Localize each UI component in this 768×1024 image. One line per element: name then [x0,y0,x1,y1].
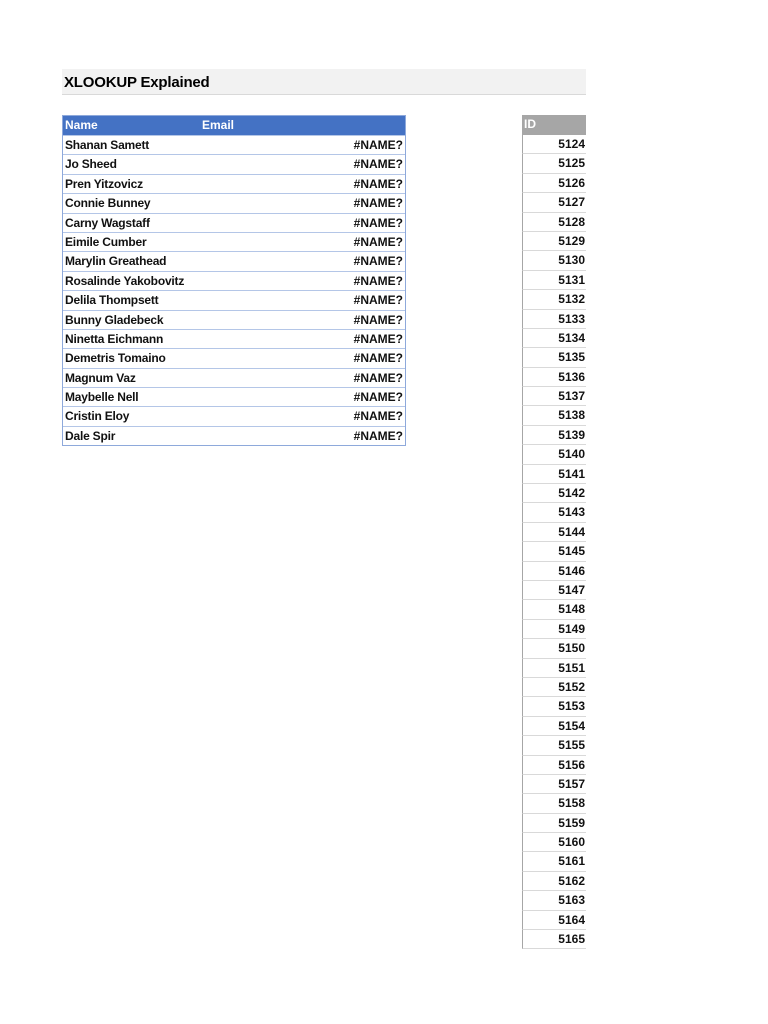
id-value: 5133 [558,311,585,326]
name-email-table [62,115,406,446]
email-cell[interactable]: #NAME? [353,157,403,172]
id-value: 5136 [558,369,585,384]
id-value: 5147 [558,582,585,597]
id-value: 5127 [558,195,585,210]
id-value: 5131 [558,272,585,287]
id-cell[interactable] [522,794,586,813]
id-value: 5145 [558,544,585,559]
table-row [63,271,405,290]
id-cell[interactable] [522,271,586,290]
id-cell[interactable] [522,542,586,561]
id-value: 5128 [558,214,585,229]
sheet-title: XLOOKUP Explained [64,74,210,91]
id-cell[interactable] [522,891,586,910]
id-value: 5124 [558,137,585,151]
id-value: 5156 [558,757,585,772]
id-value: 5148 [558,602,585,617]
id-value: 5143 [558,505,585,520]
name-cell[interactable]: Jo Sheed [65,157,117,172]
id-cell[interactable] [522,213,586,232]
id-value: 5140 [558,447,585,462]
id-value: 5150 [558,641,585,656]
id-cell[interactable] [522,639,586,658]
name-cell[interactable]: Rosalinde Yakobovitz [65,273,185,288]
name-cell[interactable]: Eimile Cumber [65,234,147,249]
id-cell[interactable] [522,736,586,755]
name-cell[interactable]: Cristin Eloy [65,409,130,424]
id-cell[interactable] [522,581,586,600]
table-row [63,232,405,251]
id-value: 5135 [558,350,585,365]
email-cell[interactable]: #NAME? [353,234,403,249]
id-cell[interactable] [522,717,586,736]
table-row [63,154,405,173]
id-cell[interactable] [522,697,586,716]
id-value: 5158 [558,796,585,811]
id-value: 5161 [558,854,585,869]
email-cell[interactable]: #NAME? [353,409,403,424]
id-value: 5134 [558,330,585,345]
id-cell[interactable] [522,620,586,639]
id-value: 5146 [558,563,585,578]
name-cell[interactable]: Delila Thompsett [65,293,159,308]
id-cell[interactable] [522,368,586,387]
id-value: 5141 [558,466,585,481]
id-cell[interactable] [522,678,586,697]
id-cell[interactable] [522,756,586,775]
id-cell[interactable] [522,232,586,251]
table-row [63,174,405,193]
id-value: 5126 [558,175,585,190]
id-cell[interactable] [522,911,586,930]
id-header-label: ID [524,117,536,131]
id-cell[interactable] [522,348,586,367]
id-value: 5137 [558,389,585,404]
id-value: 5129 [558,233,585,248]
id-cell[interactable] [522,406,586,425]
email-cell[interactable]: #NAME? [353,390,403,405]
name-cell[interactable]: Magnum Vaz [65,370,136,385]
table-row [63,329,405,348]
id-cell[interactable] [522,465,586,484]
name-cell[interactable]: Bunny Gladebeck [65,312,164,327]
id-value: 5159 [558,815,585,830]
email-cell[interactable]: #NAME? [353,138,403,152]
table-row [63,213,405,232]
id-cell[interactable] [522,600,586,619]
name-cell[interactable]: Shanan Samett [65,138,150,152]
id-cell[interactable] [522,503,586,522]
name-cell[interactable]: Ninetta Eichmann [65,331,164,346]
id-value: 5130 [558,253,585,268]
email-cell[interactable]: #NAME? [353,331,403,346]
name-cell[interactable]: Maybelle Nell [65,390,139,405]
name-cell[interactable]: Connie Bunney [65,196,151,211]
table-row [63,426,405,445]
id-cell[interactable] [522,814,586,833]
id-value: 5163 [558,893,585,908]
id-value: 5144 [558,524,585,539]
header-email[interactable]: Email [202,118,235,132]
id-value: 5139 [558,427,585,442]
table-row [63,368,405,387]
id-value: 5132 [558,292,585,307]
id-cell[interactable] [522,852,586,871]
name-cell[interactable]: Marylin Greathead [65,254,167,269]
email-cell[interactable]: #NAME? [353,312,403,327]
id-cell[interactable] [522,426,586,445]
id-value: 5162 [558,873,585,888]
id-cell[interactable] [522,872,586,891]
table-row [63,406,405,425]
id-column-body [522,135,586,949]
id-cell[interactable] [522,174,586,193]
sheet-title-bar [62,69,586,95]
name-cell[interactable]: Carny Wagstaff [65,215,150,230]
id-value: 5149 [558,621,585,636]
table-row [63,251,405,270]
name-cell[interactable]: Pren Yitzovicz [65,176,143,191]
name-cell[interactable]: Demetris Tomaino [65,351,166,366]
id-value: 5160 [558,835,585,850]
email-cell[interactable]: #NAME? [353,273,403,288]
id-value: 5165 [558,932,585,947]
id-cell[interactable] [522,310,586,329]
id-value: 5151 [558,660,585,675]
email-cell[interactable]: #NAME? [353,293,403,308]
name-cell[interactable]: Dale Spir [65,428,116,443]
id-value: 5152 [558,679,585,694]
id-value: 5153 [558,699,585,714]
id-header[interactable] [522,115,586,135]
id-cell[interactable] [522,523,586,542]
email-cell[interactable]: #NAME? [353,196,403,211]
id-cell[interactable] [522,930,586,949]
table-row [63,348,405,367]
id-cell[interactable] [522,290,586,309]
email-cell[interactable]: #NAME? [353,370,403,385]
id-value: 5142 [558,486,585,501]
table-row [63,193,405,212]
id-cell[interactable] [522,251,586,270]
id-cell[interactable] [522,387,586,406]
id-cell[interactable] [522,135,586,154]
id-cell[interactable] [522,484,586,503]
table-row [63,135,405,154]
id-cell[interactable] [522,154,586,173]
table-body [63,135,405,445]
table-header-row [63,116,405,135]
id-cell[interactable] [522,833,586,852]
id-cell[interactable] [522,562,586,581]
id-value: 5157 [558,776,585,791]
header-name[interactable]: Name [65,118,98,132]
table-row [63,290,405,309]
id-cell[interactable] [522,775,586,794]
email-cell[interactable]: #NAME? [353,351,403,366]
id-value: 5154 [558,718,585,733]
id-value: 5138 [558,408,585,423]
id-value: 5125 [558,156,585,171]
id-value: 5164 [558,912,585,927]
id-cell[interactable] [522,445,586,464]
table-row [63,310,405,329]
email-cell[interactable]: #NAME? [353,215,403,230]
email-cell[interactable]: #NAME? [353,428,403,443]
id-cell[interactable] [522,659,586,678]
table-row [63,387,405,406]
id-value: 5155 [558,738,585,753]
email-cell[interactable]: #NAME? [353,176,403,191]
id-column [522,115,586,949]
email-cell[interactable]: #NAME? [353,254,403,269]
id-cell[interactable] [522,193,586,212]
id-cell[interactable] [522,329,586,348]
